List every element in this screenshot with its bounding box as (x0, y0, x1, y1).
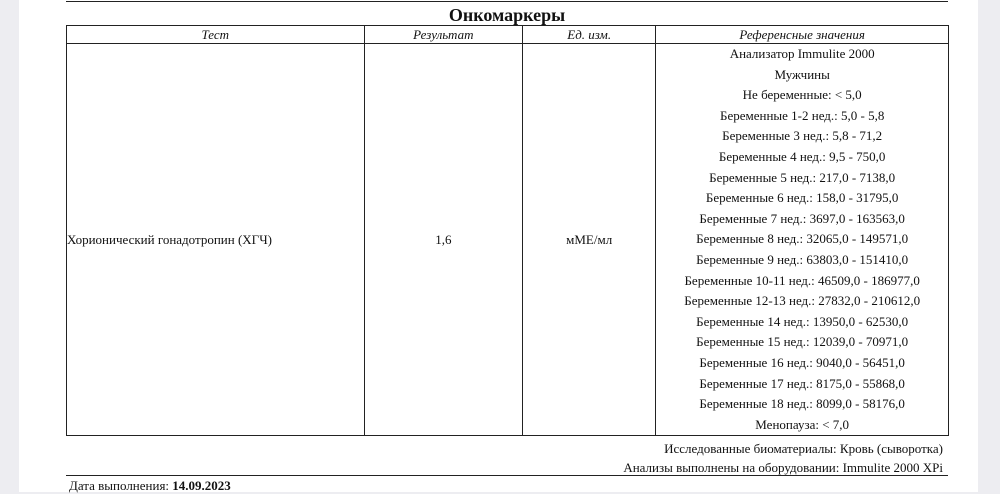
header-unit: Ед. изм. (523, 26, 656, 44)
reference-line: Беременные 10-11 нед.: 46509,0 - 186977,0 (684, 272, 920, 288)
reference-line: Беременные 8 нед.: 32065,0 - 149571,0 (696, 231, 909, 247)
reference-line: Беременные 15 нед.: 12039,0 - 70971,0 (696, 334, 909, 350)
reference-line: Беременные 5 нед.: 217,0 - 7138,0 (709, 169, 896, 185)
test-unit: мМЕ/мл (523, 44, 656, 436)
reference-values (656, 44, 949, 436)
header-reference: Референсные значения (656, 26, 949, 44)
reference-line: Мужчины (774, 66, 830, 82)
reference-line: Беременные 3 нед.: 5,8 - 71,2 (722, 128, 883, 144)
reference-line: Не беременные: < 5,0 (742, 87, 862, 103)
header-test: Тест (67, 26, 365, 44)
reference-line: Беременные 14 нед.: 13950,0 - 62530,0 (696, 313, 909, 329)
results-table (66, 25, 949, 436)
reference-line: Беременные 18 нед.: 8099,0 - 58176,0 (699, 396, 905, 412)
table-header-row (67, 26, 949, 44)
reference-line: Беременные 4 нед.: 9,5 - 750,0 (718, 148, 886, 164)
reference-line: Беременные 9 нед.: 63803,0 - 151410,0 (696, 251, 909, 267)
section-title: Онкомаркеры (448, 5, 566, 25)
equipment-note: Анализы выполнены на оборудовании: Immulite 2000 XPi (623, 460, 943, 475)
biomaterial-note: Исследованные биоматериалы: Кровь (сыворотка) (664, 441, 943, 456)
reference-line: Анализатор Immulite 2000 (729, 46, 875, 61)
date-label: Дата выполнения: (69, 478, 170, 493)
reference-line: Беременные 17 нед.: 8175,0 - 55868,0 (699, 375, 905, 391)
header-result: Результат (364, 26, 522, 44)
bottom-divider (66, 475, 948, 476)
table-row (67, 44, 949, 436)
reference-line: Беременные 6 нед.: 158,0 - 31795,0 (705, 190, 899, 206)
date-value: 14.09.2023 (172, 478, 231, 493)
reference-line: Беременные 12-13 нед.: 27832,0 - 210612,0 (684, 293, 921, 309)
reference-line: Беременные 7 нед.: 3697,0 - 163563,0 (699, 210, 905, 226)
top-divider (66, 1, 948, 2)
test-result: 1,6 (364, 44, 522, 436)
reference-line: Беременные 1-2 нед.: 5,0 - 5,8 (719, 107, 885, 123)
test-name: Хорионический гонадотропин (ХГЧ) (67, 44, 365, 436)
reference-line: Беременные 16 нед.: 9040,0 - 56451,0 (699, 354, 905, 370)
reference-line: Менопауза: < 7,0 (755, 416, 850, 432)
